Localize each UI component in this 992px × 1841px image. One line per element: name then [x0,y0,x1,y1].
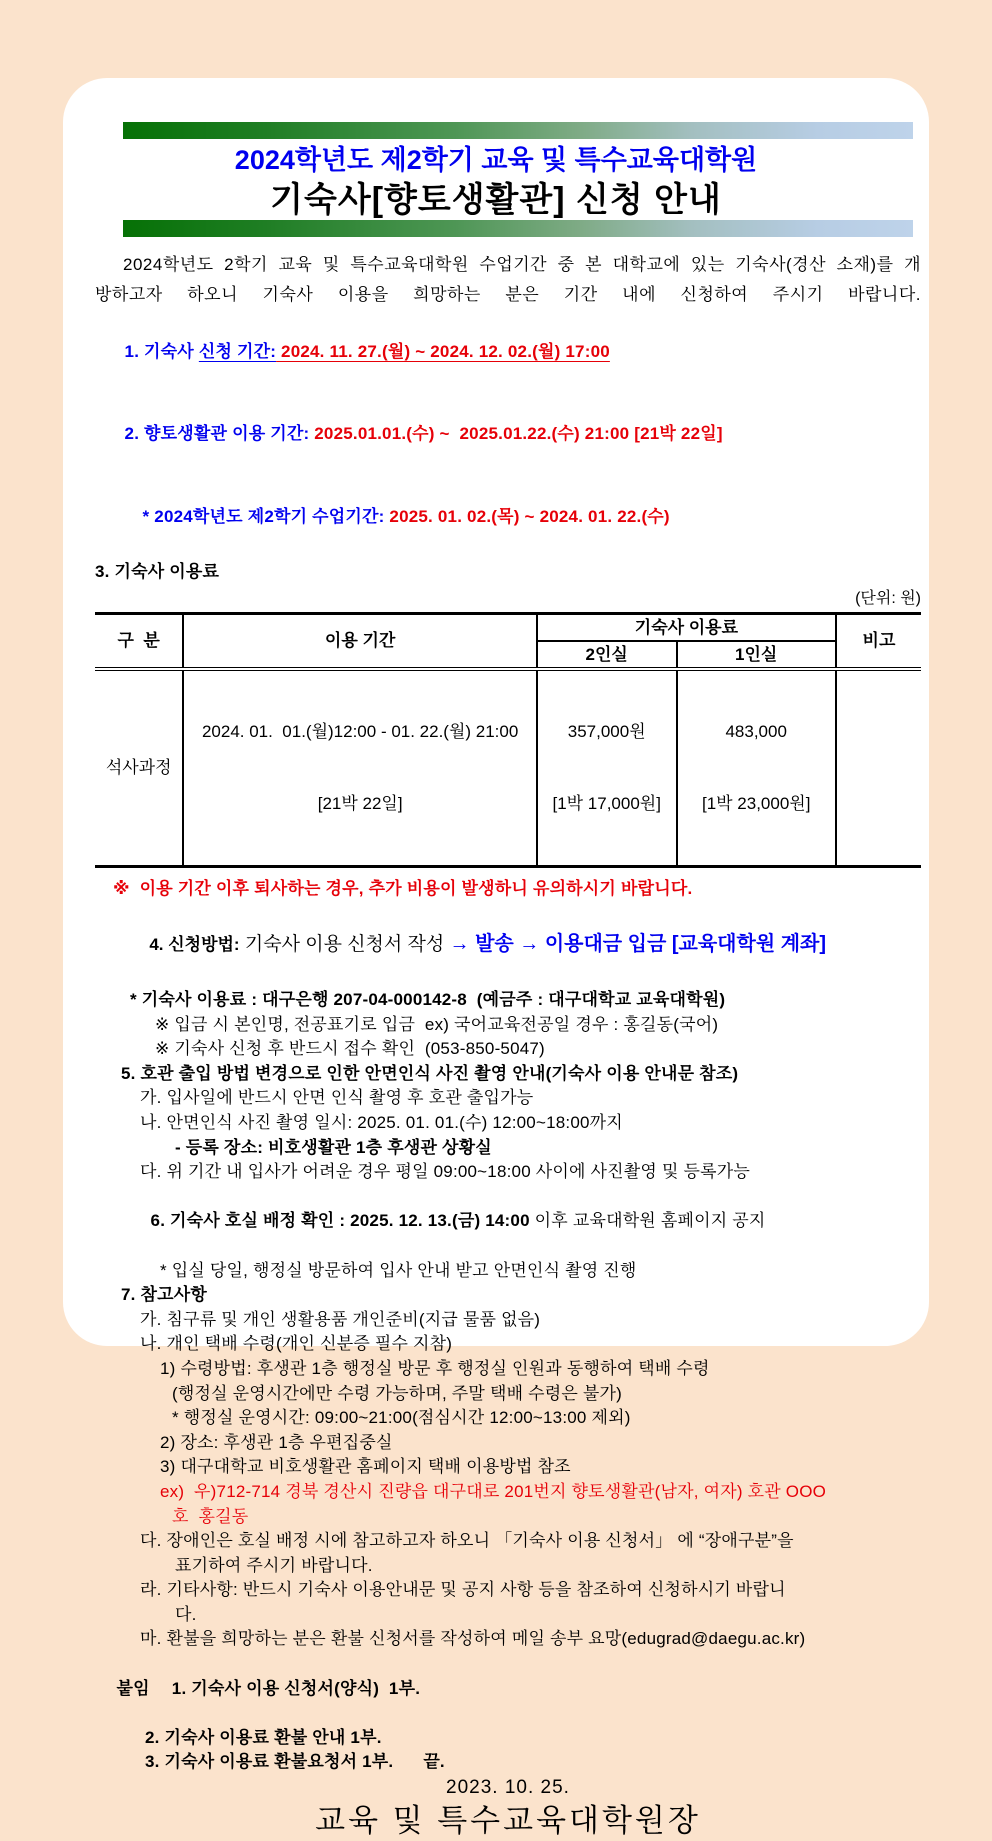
section-4-label: 4. 신청방법: [149,935,240,955]
section-5-item-c: 다. 위 기간 내 입사가 어려운 경우 평일 09:00~18:00 사이에 사진촬영 및 등록가능 [140,1162,751,1182]
attachment-item-3: 3. 기숙사 이용료 환불요청서 1부. [145,1752,394,1772]
document-title: 기숙사[향토생활관] 신청 안내 [270,181,722,219]
cell-double-fee-total: 357,000원 [567,721,646,741]
header-bottom-gradient-bar [123,220,913,237]
section-4-steps-blue: → 발송 → 이용대금 입금 [교육대학원 계좌] [449,933,826,956]
section-7-item-a: 가. 침구류 및 개인 생활용품 개인준비(지급 물품 없음) [140,1309,541,1329]
receipt-confirm-phone: ※ 기숙사 신청 후 반드시 접수 확인 (053-850-5047) [155,1039,545,1059]
end-mark: 끝. [423,1752,445,1772]
table-unit-note: (단위: 원) [855,589,921,607]
section-6-room-assignment [95,1185,921,1259]
cell-single-fee-total: 483,000 [725,721,787,741]
col-header-category: 구 분 [95,613,183,669]
parcel-homepage-reference: 3) 대구대학교 비호생활관 홈페이지 택배 이용방법 참조 [160,1457,571,1477]
parcel-receive-note: (행정실 운영시간에만 수령 가능하며, 주말 택배 수령은 불가) [172,1383,623,1403]
document-card [63,78,929,1839]
attachments-line3 [95,1750,921,1775]
cell-single-room-fee [677,669,836,867]
cell-note [836,669,921,867]
class-period-dates: 2025. 01. 02.(목) ~ 2024. 01. 22.(수) [389,507,670,527]
section-2-dates: 2025.01.01.(수) ~ 2025.01.22.(수) 21:00 [21박 22일] [314,424,723,444]
section-3-fee-title: 3. 기숙사 이용료 [95,562,220,582]
office-hours: * 행정실 운영시간: 09:00~21:00(점심시간 12:00~13:00 제외) [172,1408,631,1428]
bank-account-info: * 기숙사 이용료 : 대구은행 207-04-000142-8 (예금주 : 대구대학교 교육대학원) [130,990,726,1010]
section-2-usage-period [95,393,921,476]
section-7-title: 7. 참고사항 [121,1285,207,1305]
section-7-item-e-refund: 마. 환불을 희망하는 분은 환불 신청서를 작성하여 메일 송부 요망(edugrad@daegu.ac.kr) [140,1629,806,1649]
attachments-label: 붙임 [116,1678,150,1698]
document-date: 2023. 10. 25. [446,1777,570,1799]
section-4-steps-black: 기숙사 이용 신청서 작성 [239,934,450,956]
section-1-key: 신청 기간: [198,341,277,361]
cell-category: 석사과정 [105,757,172,777]
section-5-registration-place: - 등록 장소: 비호생활관 1층 후생관 상황실 [175,1137,492,1157]
deposit-name-instruction: ※ 입금 시 본인명, 전공표기로 입금 ex) 국어교육전공일 경우 : 홍길동(국어) [155,1014,719,1034]
attachment-item-2: 2. 기숙사 이용료 환불 안내 1부. [145,1727,382,1747]
cell-period-line1: 2024. 01. 01.(월)12:00 - 01. 22.(월) 21:00 [201,721,519,741]
section-7-item-c-line1: 다. 장애인은 호실 배정 시에 참고하고자 하오니 「기숙사 이용 신청서」 에 “장애구분”을 [140,1531,794,1551]
section-1-dates: 2024. 11. 27.(월) ~ 2024. 12. 02.(월) 17:00 [276,341,610,361]
col-header-period: 이용 기간 [183,613,537,669]
section-2-prefix: 2. 향토생활관 이용 기간: [124,424,315,444]
parcel-place: 2) 장소: 후생관 1층 우편집중실 [160,1432,393,1452]
signature-dean: 교육 및 특수교육대학원장 [315,1803,701,1839]
header-top-gradient-bar [123,122,913,139]
section-7-item-b: 나. 개인 택배 수령(개인 신분증 필수 지참) [140,1334,453,1354]
attachment-item-1: 1. 기숙사 이용 신청서(양식) 1부. [171,1678,421,1698]
cell-single-fee-per-night: [1박 23,000원] [701,793,811,813]
section-5-face-recognition-title: 5. 호관 출입 방법 변경으로 인한 안면인식 사진 촬영 안내(기숙사 이용 안내문 참조) [121,1063,739,1083]
cell-period-line2: [21박 22일] [317,793,403,813]
section-6-rest: 이후 교육대학원 홈페이지 공지 [529,1211,766,1231]
document-subtitle: 2024학년도 제2학기 교육 및 특수교육대학원 [234,145,758,175]
section-4-application-method [95,902,921,989]
attachments-line1 [87,1652,921,1726]
section-7-item-d-line2: 다. [175,1604,197,1624]
cell-period [183,669,537,867]
col-header-fee-group: 기숙사 이용료 [537,613,836,641]
cell-double-room-fee [537,669,677,867]
section-7-item-d-line1: 라. 기타사항: 반드시 기숙사 이용안내문 및 공지 사항 등을 참조하여 신청하시기 바랍니 [140,1580,786,1600]
section-5-item-b: 나. 안면인식 사진 촬영 일시: 2025. 01. 01.(수) 12:00~18:00까지 [140,1113,623,1132]
document-body [63,250,929,1841]
col-header-double-room: 2인실 [537,641,677,669]
section-1-prefix: 1. 기숙사 [124,341,199,361]
section-1-application-period [95,310,921,393]
address-example-line2: 호 홍길동 [172,1506,249,1526]
class-period-prefix: * 2024학년도 제2학기 수업기간: [142,507,390,527]
col-header-note: 비고 [836,613,921,669]
address-example-line1: ex) 우)712-714 경북 경산시 진량읍 대구대로 201번지 향토생활관(남자, 여자) 호관 OOO [160,1481,827,1501]
cell-double-fee-per-night: [1박 17,000원] [552,793,661,813]
section-6-bold: 6. 기숙사 호실 배정 확인 : 2025. 12. 13.(금) 14:00 [150,1211,530,1231]
section-7-item-c-line2: 표기하여 주시기 바랍니다. [175,1555,373,1575]
section-2-class-period [95,476,921,559]
dormitory-fee-table [95,612,921,868]
parcel-receive-method: 1) 수령방법: 후생관 1층 행정실 방문 후 행정실 인원과 동행하여 택배 수령 [160,1358,710,1378]
intro-paragraph: 2024학년도 2학기 교육 및 특수교육대학원 수업기간 중 본 대학교에 있는 기숙사(경산 소재)를 개방하고자 하오니 기숙사 이용을 희망하는 분은 기간 내에 신청하여 주시기 바랍니다. [95,255,921,304]
table-row [95,669,921,867]
col-header-single-room: 1인실 [677,641,836,669]
section-6-checkin-note: * 입실 당일, 행정실 방문하여 입사 안내 받고 안면인식 촬영 진행 [160,1260,637,1280]
checkout-warning-notice: ※ 이용 기간 이후 퇴사하는 경우, 추가 비용이 발생하니 유의하시기 바랍니다. [113,878,693,898]
section-5-item-a: 가. 입사일에 반드시 안면 인식 촬영 후 호관 출입가능 [140,1088,534,1108]
